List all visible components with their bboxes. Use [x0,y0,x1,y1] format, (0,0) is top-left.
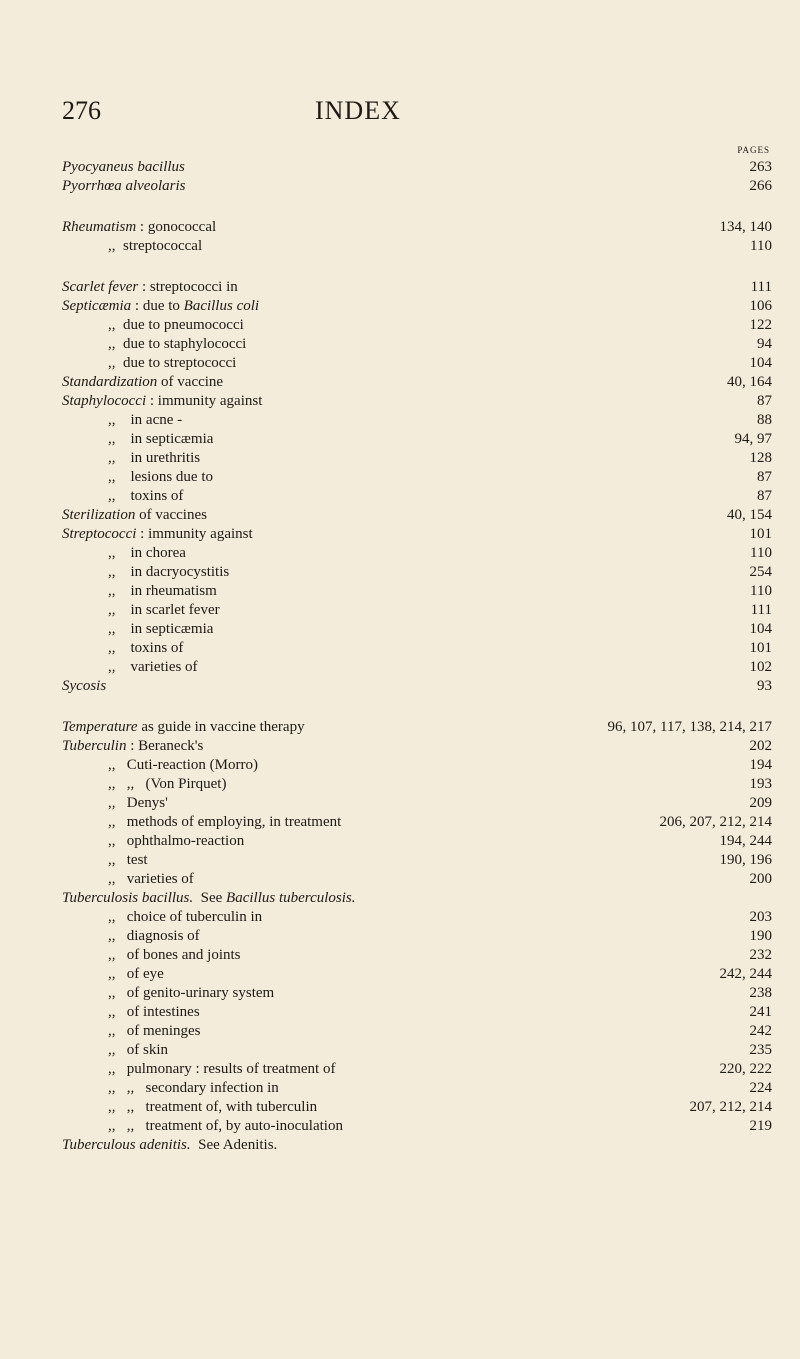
index-page-numbers: 266 [749,178,772,194]
index-cross-reference: Bacillus tuberculosis. [226,890,356,906]
index-entry-label [108,658,198,677]
index-subentry-text: ,, ,, treatment of, by auto-inoculation [108,1118,343,1134]
index-entry-label [108,449,200,468]
index-subentry-text: ,, in scarlet fever [108,602,220,618]
index-entry [62,316,772,335]
index-entry-label [108,1041,168,1060]
index-subentry-text: ,, methods of employing, in treatment [108,814,342,830]
index-entry [62,946,772,965]
index-term: Septicæmia [62,298,132,314]
index-page-numbers: 87 [757,488,772,504]
index-subentry-text: ,, of skin [108,1042,168,1058]
index-entry-label [108,601,220,620]
index-subentry-text: ,, Denys' [108,795,168,811]
index-entry-label [108,335,246,354]
index-page-numbers: 194 [749,757,772,773]
index-page-numbers: 203 [749,909,772,925]
index-page-numbers: 110 [750,545,772,561]
index-subentry-text: as guide in vaccine therapy [137,719,305,735]
index-entry-label [108,775,226,794]
index-group [62,218,772,256]
index-subentry-text: ,, diagnosis of [108,928,200,944]
index-page-numbers: 88 [757,412,772,428]
index-subentry-text: ,, of intestines [108,1004,200,1020]
index-page-numbers: 94 [757,336,772,352]
index-entry-label [108,1060,335,1079]
index-entry [62,1098,772,1117]
index-page-numbers: 209 [749,795,772,811]
index-page-numbers: 94, 97 [734,431,772,447]
page-title: INDEX [315,96,401,125]
index-entry-label [108,430,213,449]
index-page-numbers: 111 [750,279,772,295]
index-subentry-text: : immunity against [136,526,253,542]
index-entry [62,677,772,696]
index-entry [62,411,772,430]
index-entry-label [62,218,216,237]
index-page-numbers: 101 [749,526,772,542]
index-entry-label [108,316,244,335]
index-page-numbers: 110 [750,238,772,254]
index-term: Temperature [62,719,138,735]
index-entry-label [108,563,229,582]
index-subentry-text: ,, ,, secondary infection in [108,1080,279,1096]
index-entry-label [62,525,253,544]
index-subentry-text: ,, test [108,852,148,868]
index-entry-label [108,354,236,373]
index-entry-label [108,1098,317,1117]
index-page-numbers: 87 [757,469,772,485]
index-entry-label [108,908,262,927]
index-subentry-text: ,, pulmonary : results of treatment of [108,1061,336,1077]
index-page-numbers: 104 [749,621,772,637]
index-page-numbers: 110 [750,583,772,599]
index-page-numbers: 235 [749,1042,772,1058]
index-entry [62,620,772,639]
index-page-numbers: 128 [749,450,772,466]
index-entry [62,218,772,237]
index-entry [62,468,772,487]
index-subentry-text: ,, toxins of [108,640,184,656]
index-subentry-text: : gonococcal [136,219,217,235]
index-subentry-text: ,, due to staphylococci [108,336,247,352]
index-page-numbers: 194, 244 [719,833,772,849]
index-entry [62,658,772,677]
index-group [62,158,772,196]
index-entry [62,1022,772,1041]
index-entry-label [108,1079,279,1098]
index-entry-label [62,737,203,756]
index-entry [62,525,772,544]
index-page-numbers: 242 [749,1023,772,1039]
index-page-numbers: 106 [749,298,772,314]
index-entry-label [62,278,238,297]
index-entry [62,563,772,582]
index-entry-label [108,832,244,851]
index-subentry-text: ,, streptococcal [108,238,203,254]
index-page-numbers: 40, 154 [727,507,772,523]
index-subentry-text: ,, ,, treatment of, with tuberculin [108,1099,318,1115]
index-entry [62,487,772,506]
index-entry-label [108,411,182,430]
index-entry [62,794,772,813]
index-subentry-text: ,, of genito-urinary system [108,985,275,1001]
index-page-numbers: 224 [749,1080,772,1096]
index-term: Staphylococci [62,393,147,409]
index-entry [62,158,772,177]
index-entry-label [62,177,185,196]
index-page-numbers: 263 [749,159,772,175]
index-entry-label [108,813,341,832]
index-entry-label [62,1136,277,1155]
index-entry [62,430,772,449]
index-page-numbers: 220, 222 [719,1061,772,1077]
index-entry-label [62,297,259,316]
index-subentry-text: ,, of bones and joints [108,947,241,963]
index-subentry-text: ,, in rheumatism [108,583,217,599]
index-entry-label [62,373,223,392]
index-entry [62,449,772,468]
index-page-numbers: 96, 107, 117, 138, 214, 217 [607,719,772,735]
index-subentry-text: ,, Cuti-reaction (Morro) [108,757,258,773]
index-entry [62,775,772,794]
index-entry [62,392,772,411]
index-entry [62,737,772,756]
index-entry-label [108,984,274,1003]
index-page-numbers: 40, 164 [727,374,772,390]
index-page-numbers: 87 [757,393,772,409]
index-page-numbers: 242, 244 [719,966,772,982]
index-cross-reference: Bacillus coli [183,298,260,314]
index-entry [62,544,772,563]
index-term: Standardization [62,374,158,390]
index-entry-label [108,965,164,984]
index-term: Pyocyaneus bacillus [62,159,185,175]
index-entry-label [108,487,183,506]
index-entry [62,870,772,889]
index-entry [62,297,772,316]
index-subentry-text: : Beraneck's [126,738,204,754]
index-entry-label [108,237,202,256]
index-subentry-text: : streptococci in [138,279,238,295]
index-entry [62,1117,772,1136]
index-subentry-text: ,, ,, (Von Pirquet) [108,776,227,792]
index-page-numbers: 241 [749,1004,772,1020]
index-subentry-text: See Adenitis. [190,1137,278,1153]
index-page-numbers: 190 [749,928,772,944]
index-page-numbers: 93 [757,678,772,694]
index-entry [62,851,772,870]
index-page-numbers: 200 [749,871,772,887]
index-page-numbers: 232 [749,947,772,963]
index-term: Sycosis [62,678,107,694]
index-page-numbers: 104 [749,355,772,371]
index-list [62,158,772,1177]
page-number: 276 [62,96,101,125]
index-entry [62,1003,772,1022]
index-subentry-text: ,, varieties of [108,659,198,675]
index-entry-label [108,1003,200,1022]
index-entry-label [108,946,241,965]
index-entry [62,1079,772,1098]
index-entry [62,908,772,927]
index-term: Tuberculosis bacillus. [62,890,194,906]
index-entry-label [108,544,186,563]
index-subentry-text: : due to [131,298,184,314]
index-entry-label [62,392,262,411]
index-entry-label [62,506,207,525]
index-subentry-text: of vaccine [157,374,224,390]
index-group [62,718,772,1155]
index-subentry-text: ,, choice of tuberculin in [108,909,263,925]
index-term: Streptococci [62,526,137,542]
index-page-numbers: 101 [749,640,772,656]
index-term: Tuberculous adenitis. [62,1137,191,1153]
index-entry [62,889,772,908]
index-entry [62,639,772,658]
index-entry-label [108,620,213,639]
index-page-numbers: 202 [749,738,772,754]
index-entry-label [108,756,258,775]
index-page-numbers: 190, 196 [719,852,772,868]
index-entry [62,506,772,525]
index-term: Sterilization [62,507,136,523]
index-page-numbers: 206, 207, 212, 214 [659,814,772,830]
index-subentry-text: ,, toxins of [108,488,184,504]
index-entry-label [62,158,185,177]
index-entry-label [108,639,183,658]
page-header [62,96,760,136]
index-entry [62,832,772,851]
index-entry [62,927,772,946]
index-subentry-text: ,, due to streptococci [108,355,237,371]
index-entry [62,756,772,775]
index-entry [62,177,772,196]
index-entry [62,354,772,373]
index-term: Pyorrhœa alveolaris [62,178,186,194]
index-entry-label [108,870,194,889]
index-entry-label [62,677,106,696]
index-subentry-text: of vaccines [135,507,207,523]
index-subentry-text: ,, due to pneumococci [108,317,244,333]
index-page-numbers: 193 [749,776,772,792]
index-page-numbers: 122 [749,317,772,333]
index-subentry-text: ,, lesions due to [108,469,213,485]
index-entry-label [108,1117,343,1136]
index-entry [62,965,772,984]
index-entry-label [108,582,217,601]
index-entry [62,984,772,1003]
index-subentry-text: ,, in acne - [108,412,183,428]
index-page-numbers: 102 [749,659,772,675]
index-entry [62,601,772,620]
index-term: Rheumatism [62,219,137,235]
index-subentry-text: See [193,890,227,906]
index-subentry-text: ,, in septicæmia [108,621,214,637]
index-subentry-text: ,, ophthalmo-reaction [108,833,245,849]
index-entry [62,237,772,256]
index-entry-label [108,927,200,946]
index-entry [62,335,772,354]
index-subentry-text: ,, in septicæmia [108,431,214,447]
index-subentry-text: : immunity against [146,393,263,409]
index-page-numbers: 238 [749,985,772,1001]
index-subentry-text: ,, of eye [108,966,164,982]
index-page-numbers: 254 [749,564,772,580]
index-subentry-text: ,, varieties of [108,871,194,887]
index-entry [62,813,772,832]
index-term: Scarlet fever [62,279,139,295]
index-entry [62,278,772,297]
index-subentry-text: ,, in dacryocystitis [108,564,230,580]
index-entry-label [108,851,148,870]
index-entry-label [108,1022,200,1041]
index-page-numbers: 207, 212, 214 [689,1099,772,1115]
index-subentry-text: ,, in urethritis [108,450,201,466]
index-page-numbers: 219 [749,1118,772,1134]
index-entry-label [62,718,305,737]
index-entry [62,582,772,601]
index-subentry-text: ,, in chorea [108,545,186,561]
index-page-numbers: 111 [750,602,772,618]
index-entry-label [108,794,168,813]
index-entry [62,1136,772,1155]
index-term: Tuberculin [62,738,127,754]
pages-column-label: PAGES [737,145,770,155]
index-entry [62,1041,772,1060]
index-entry [62,373,772,392]
index-group [62,278,772,696]
index-entry-label [62,889,355,908]
index-subentry-text: ,, of meninges [108,1023,201,1039]
index-entry-label [108,468,213,487]
index-entry [62,1060,772,1079]
index-page-numbers: 134, 140 [719,219,772,235]
index-entry [62,718,772,737]
